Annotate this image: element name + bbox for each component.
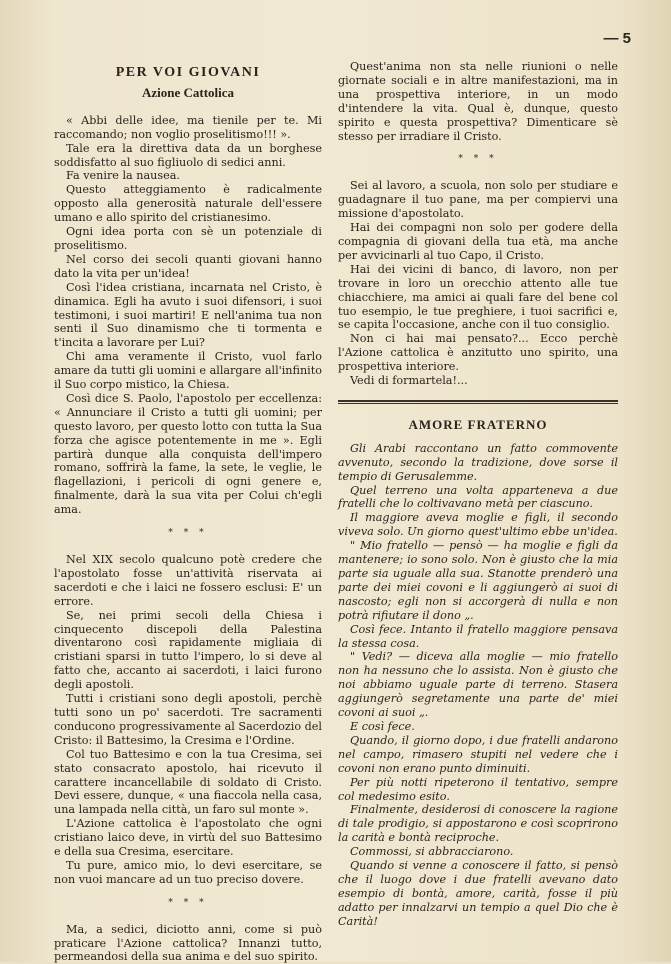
paragraph: Chi ama veramente il Cristo, vuol farlo amare da tutti gli uomini e allargare all'infinito il Suo corpo mistico, la Chiesa. (54, 350, 322, 392)
paragraph: Così fece. Intanto il fratello maggiore pensava la stessa cosa. (338, 622, 618, 650)
paragraph: Per più notti ripeterono il tentativo, sempre col medesimo esito. (338, 775, 618, 803)
paragraph: Tutti i cristiani sono degli apostoli, perchè tutti sono un po' sacerdoti. Tre sacramenti conducono progressivamente al Sacerdozio del Cristo: il Battesimo, la Cresima e l'Ordine. (54, 692, 322, 747)
article-title: PER VOI GIOVANI (115, 65, 261, 80)
paragraph: Così l'idea cristiana, incarnata nel Cristo, è dinamica. Egli ha avuto i suoi difensori, i suoi testimoni, i suoi martiri! E nell'anima tua non senti il Suo dinamismo che ti tormenta e t'incita a lavorare per Lui? (54, 280, 322, 350)
paragraph: Gli Arabi raccontano un fatto commovente avvenuto, secondo la tradizione, dove sorse il tempio di Gerusalemme. (338, 441, 618, 483)
page-number: — 5 (603, 30, 631, 47)
paragraphs-b (338, 179, 618, 388)
paragraph: Non ci hai mai pensato?... Ecco perchè l'Azione cattolica è anzitutto uno spirito, una prospettiva interiore. (338, 332, 618, 374)
paragraph: Fa venire la nausea. (66, 169, 180, 183)
paragraph: Hai dei vicini di banco, di lavoro, non per trovare in loro un orecchio attento alle tue chiacchiere, ma amici ai quali fare del bene col tuo esempio, le tue preghiere, i tuoi sacrifici e, se capita l'occasione, anche con il tuo consiglio. (338, 262, 618, 332)
paragraph: « Abbi delle idee, ma tienile per te. Mi raccomando; non voglio proselitismo!!! ». (54, 113, 322, 141)
separator-stars: * * * (168, 528, 208, 539)
paragraph: Così dice S. Paolo, l'apostolo per eccellenza: « Annunciare il Cristo a tutti gli uomini; per questo lavoro, per questo lotto con tutta la Sua forza che agisce potentemente in me ». Egli partirà dunque alla conquista dell'impero romano, soffrirà la fame, la sete, le veglie, le flagellazioni, i pericoli di ogni genere e, finalmente, darà la sua vita per Colui ch'egli ama. (54, 391, 322, 517)
paragraph: Quando, il giorno dopo, i due fratelli andarono nel campo, rimasero stupiti nel vedere che i covoni non erano punto diminuiti. (338, 733, 618, 775)
paragraph: Commossi, si abbracciarono. (350, 845, 514, 859)
paragraph: L'Azione cattolica è l'apostolato che ogni cristiano laico deve, in virtù del suo Battesimo e della sua Cresima, esercitare. (54, 817, 322, 859)
paragraphs-b (54, 553, 322, 887)
story-title: AMORE FRATERNO (408, 416, 548, 432)
paragraph: Tale era la direttiva data da un borghese soddisfatto al suo figliuolo di sedici anni. (54, 141, 322, 169)
separator-stars: * * * (168, 897, 208, 908)
right-column (338, 60, 618, 929)
paragraph: Nel corso dei secoli quanti giovani hanno dato la vita per un'idea! (54, 252, 322, 280)
paragraphs-c (54, 923, 322, 964)
paragraph: Finalmente, desiderosi di conoscere la ragione di tale prodigio, si appostarono e così scoprirono la carità e bontà reciproche. (338, 803, 618, 845)
paragraph: E così fece. (350, 719, 415, 733)
paragraph: Il maggiore aveva moglie e figli, il secondo viveva solo. Un giorno quest'ultimo ebbe un'idea. (338, 511, 618, 539)
paragraph: Quest'anima non sta nelle riunioni o nelle giornate sociali e in altre manifestazioni, ma in una prospettiva interiore, in un modo d'intendere la vita. Qual è, dunque, questo spirito e questa prospettiva? Dimenticare sè stesso per irradiare il Cristo. (338, 60, 618, 143)
paragraph: Ogni idea porta con sè un potenziale di proselitismo. (54, 225, 322, 252)
paragraph: Ma, a sedici, diciotto anni, come si può praticare l'Azione cattolica? Innanzi tutto, permeandosi della sua anima e del suo spirito. (54, 922, 322, 964)
paragraph: Quando si venne a conoscere il fatto, si pensò che il luogo dove i due fratelli avevano dato esempio di bontà, amore, carità, fosse il più adatto per innalzarvi un tempio a quel Dio che è Carità! (338, 859, 618, 928)
paragraph: Nel XIX secolo qualcuno potè credere che l'apostolato fosse un'attività riservata ai sacerdoti e che i laici ne fossero esclusi: E' un errore. (54, 553, 322, 608)
paragraph: Questo atteggiamento è radicalmente opposto alla generosità naturale dell'essere umano e allo spirito del cristianesimo. (54, 183, 322, 225)
separator-stars: * * * (458, 154, 498, 165)
paragraph: Tu pure, amico mio, lo devi esercitare, se non vuoi mancare ad un tuo preciso dovere. (54, 858, 322, 886)
paragraphs-a (338, 60, 618, 143)
story-paragraphs (338, 442, 618, 929)
article-subtitle: Azione Cattolica (141, 84, 235, 100)
paragraph: Sei al lavoro, a scuola, non solo per studiare e guadagnare il tuo pane, ma per compiervi una missione d'apostolato. (338, 179, 618, 221)
paragraph: " Vedi? — diceva alla moglie — mio fratello non ha nessuno che lo assista. Non è giusto che noi abbiamo uguale parte di terreno. Stasera aggiungerò segretamente una parte de' miei covoni ai suoi „. (338, 650, 618, 720)
paragraphs-a (54, 114, 322, 517)
section-divider (338, 400, 618, 404)
paragraph: Hai dei compagni non solo per godere della compagnia di giovani della tua età, ma anche per avvicinarli al tuo Capo, il Cristo. (338, 221, 618, 262)
paragraph: " Mio fratello — pensò — ha moglie e figli da mantenere; io sono solo. Non è giusto che la mia parte sia uguale alla sua. Stanotte prenderò una parte dei miei covoni e li aggiungerò ai suoi di nascosto; egli non si accorgerà di nulla e non potrà rifiutare il dono „. (338, 539, 618, 622)
paragraph: Quel terreno una volta apparteneva a due fratelli che lo coltivavano metà per ciascuno. (338, 483, 618, 511)
paragraph: Vedi di formartela!... (350, 374, 468, 388)
left-column (54, 60, 322, 964)
paragraph: Se, nei primi secoli della Chiesa i cinquecento discepoli della Palestina diventarono così rapidamente migliaia di cristiani sparsi in tutto l'impero, lo si deve al fatto che, accanto ai sacerdoti, i laici furono degli apostoli. (54, 608, 322, 692)
paragraph: Col tuo Battesimo e con la tua Cresima, sei stato consacrato apostolo, hai ricevuto il carattere incancellabile di soldato di Cristo. Devi essere, dunque, « una fiaccola nella casa, una lampada nella città, un faro sul monte ». (54, 747, 322, 817)
